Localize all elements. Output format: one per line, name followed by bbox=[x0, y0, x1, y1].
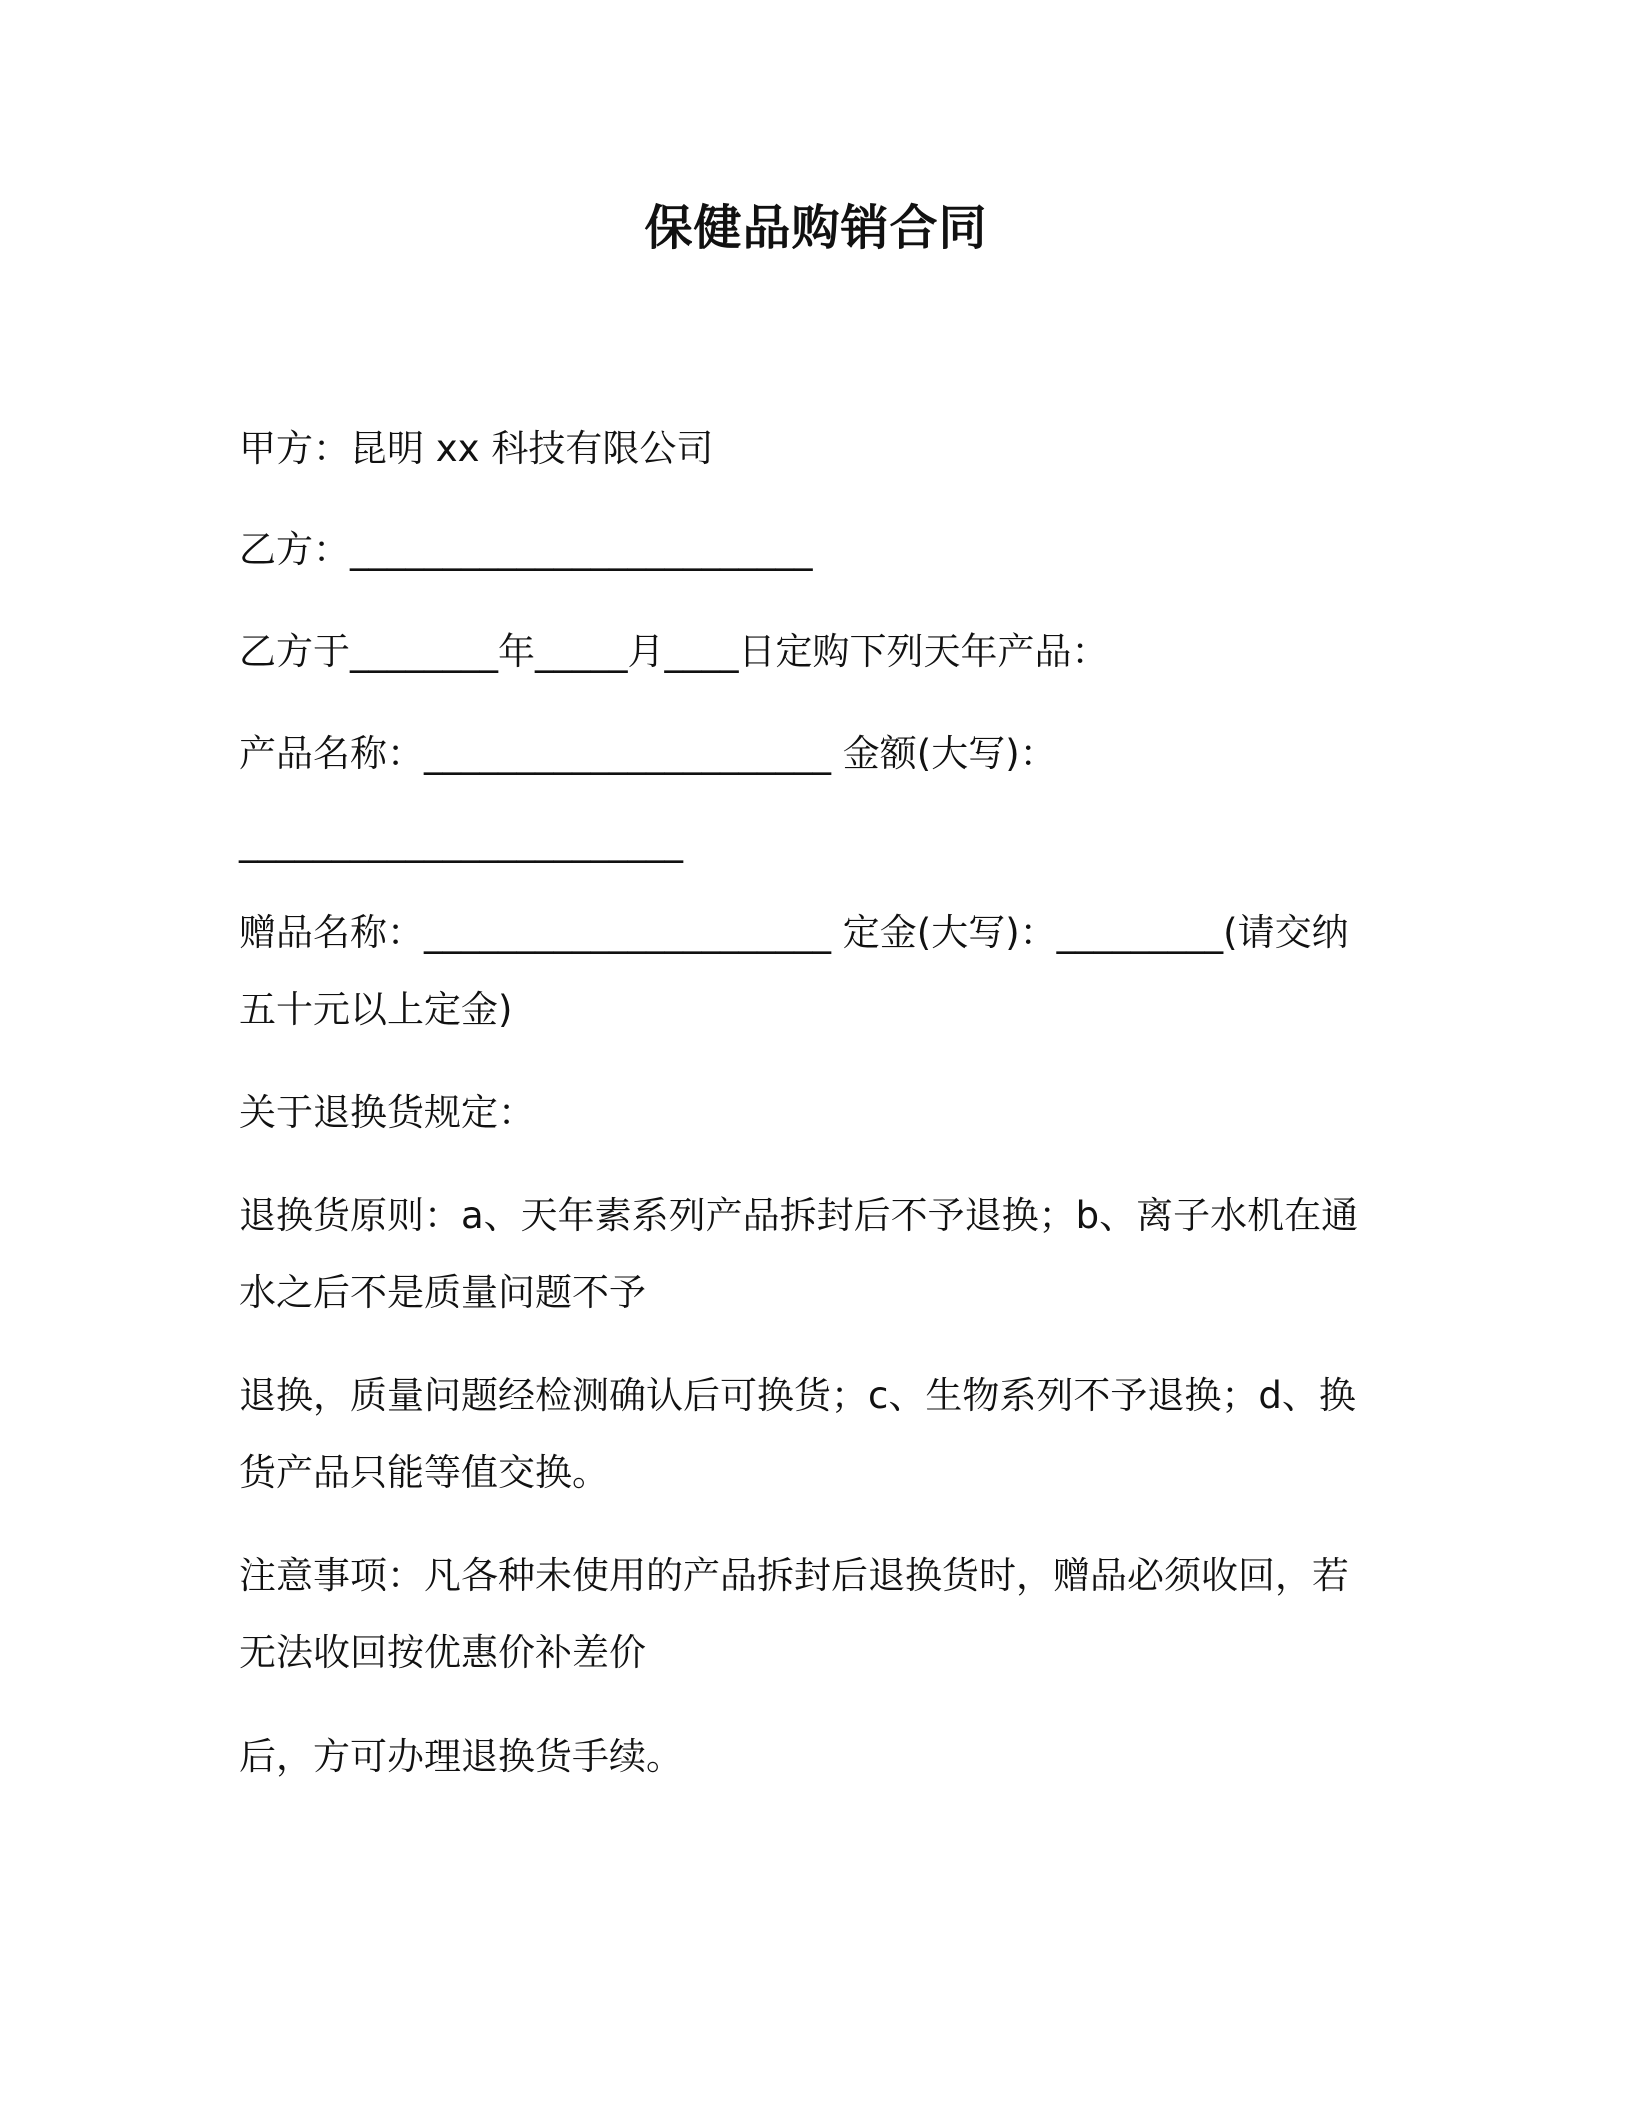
notice-line-2: 无法收回按优惠价补差价 bbox=[239, 1631, 646, 1674]
notice-line-3: 后，方可办理退换货手续。 bbox=[239, 1735, 683, 1778]
product-name-line: 产品名称：______________________ 金额(大写)： bbox=[239, 732, 1057, 775]
return-principle-line-1: 退换货原则：a、天年素系列产品拆封后不予退换；b、离子水机在通 bbox=[239, 1194, 1359, 1237]
return-policy-heading: 关于退换货规定： bbox=[239, 1091, 535, 1134]
return-principle-line-2: 水之后不是质量问题不予 bbox=[239, 1271, 646, 1314]
gift-name-line: 赠品名称：______________________ 定金(大写)：_________(请交纳 bbox=[239, 911, 1349, 954]
order-date-line: 乙方于________年_____月____日定购下列天年产品： bbox=[239, 630, 1109, 673]
amount-blank-line: ________________________ bbox=[239, 820, 683, 863]
notice-line-1: 注意事项：凡各种未使用的产品拆封后退换货时，赠品必须收回，若 bbox=[239, 1554, 1349, 1597]
party-a-line: 甲方：昆明 xx 科技有限公司 bbox=[239, 427, 714, 470]
return-principle-line-4: 货产品只能等值交换。 bbox=[239, 1451, 609, 1494]
return-principle-line-3: 退换，质量问题经检测确认后可换货；c、生物系列不予退换；d、换 bbox=[239, 1374, 1356, 1417]
deposit-note-line: 五十元以上定金) bbox=[239, 988, 513, 1031]
document-title: 保健品购销合同 bbox=[644, 200, 988, 256]
party-b-line: 乙方：_________________________ bbox=[239, 528, 813, 571]
